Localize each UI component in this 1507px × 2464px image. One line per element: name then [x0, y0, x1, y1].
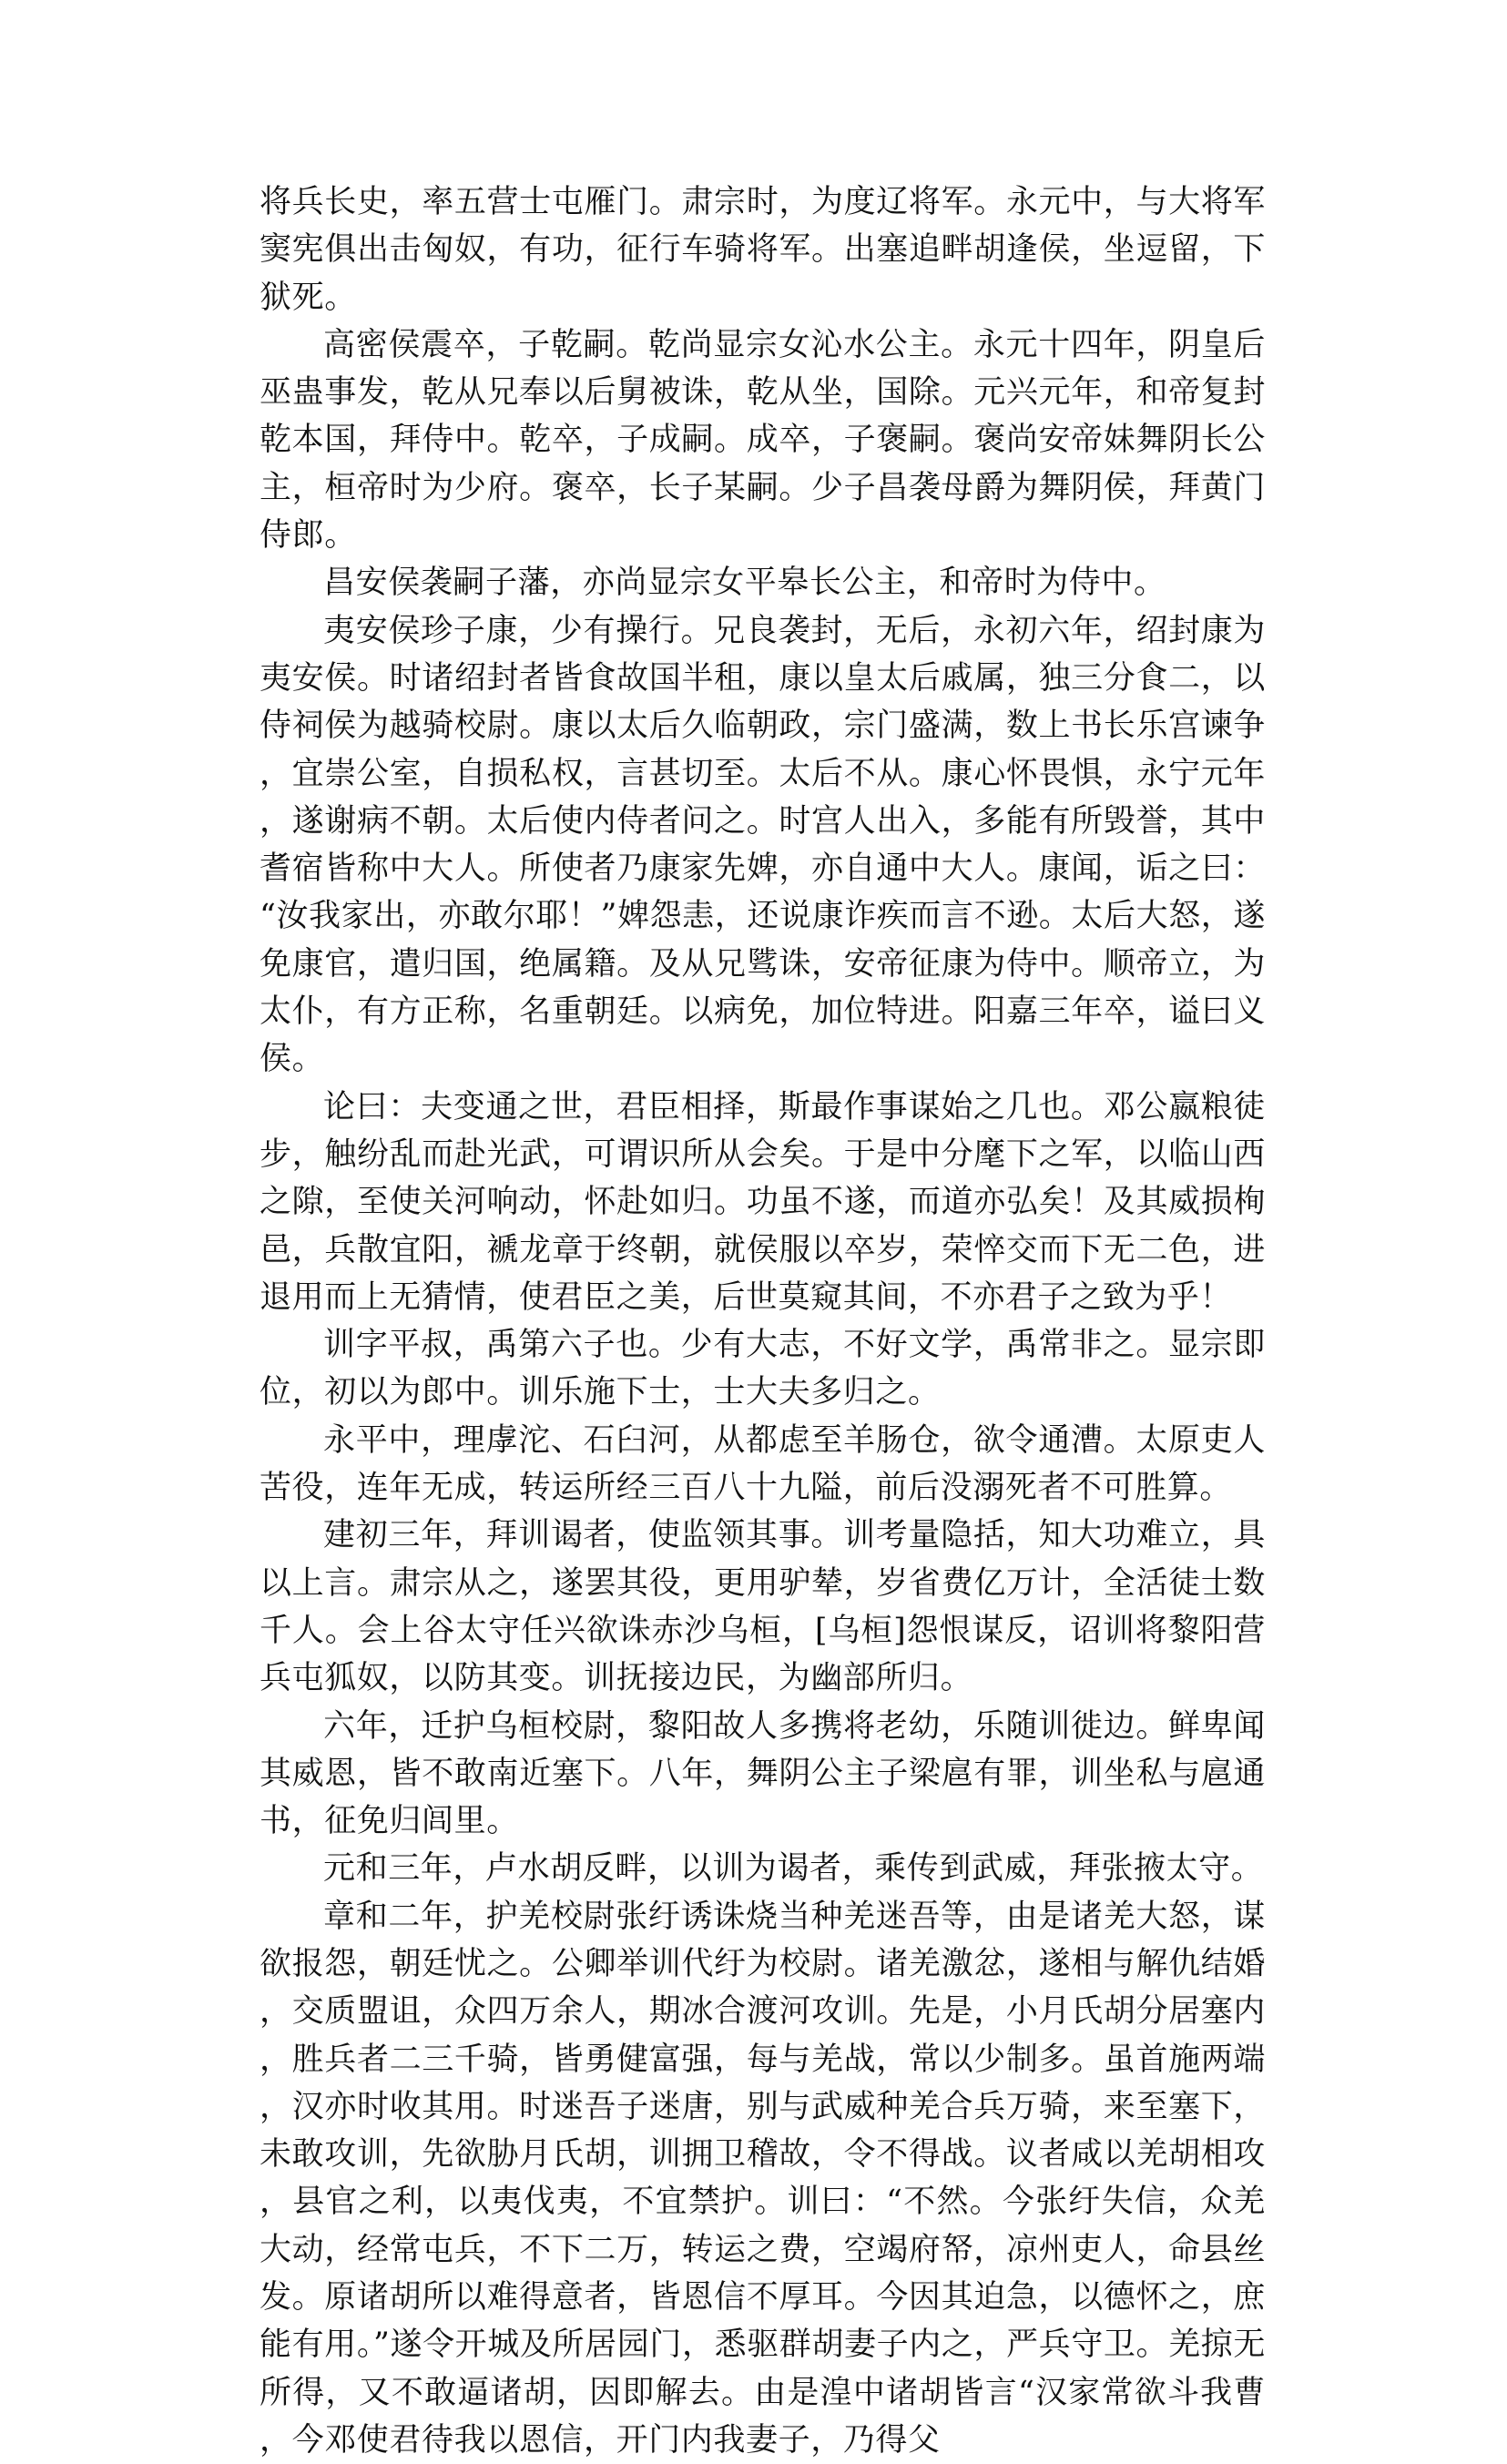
paragraph-six-years: 六年，迁护乌桓校尉，黎阳故人多携将老幼，乐随训徙边。鲜卑闻其威恩，皆不敢南近塞下。八年，舞阴公主子梁扈有罪，训坐私与扈通书，征免归闾里。 [260, 1707, 1266, 1840]
paragraph-xun-intro: 训字平叔，禹第六子也。少有大志，不好文学，禹常非之。显宗即位，初以为郎中。训乐施下士，士大夫多归之。 [260, 1327, 1266, 1411]
paragraph-commentary: 论曰：夫变通之世，君臣相择，斯最作事谋始之几也。邓公嬴粮徒步，触纷乱而赴光武，可谓识所从会矣。于是中分麾下之军，以临山西之隙，至使关河响动，怀赴如归。功虽不遂，而道亦弘矣！及其威损栒邑，兵散宜阳，褫龙章于终朝，就侯服以卒岁，荣悴交而下无二色，进退用而上无猜情，使君臣之美，后世莫窥其间，不亦君子之致为乎！ [260, 1088, 1266, 1316]
paragraph-yongping: 永平中，理虖沱、石臼河，从都虑至羊肠仓，欲令通漕。太原吏人苦役，连年无成，转运所经三百八十九隘，前后没溺死者不可胜算。 [260, 1421, 1266, 1507]
paragraph-gaomi-hou: 高密侯震卒，子乾嗣。乾尚显宗女沁水公主。永元十四年，阴皇后巫蛊事发，乾从兄奉以后舅被诛，乾从坐，国除。元兴元年，和帝复封乾本国，拜侍中。乾卒，子成嗣。成卒，子褒嗣。褒尚安帝妹舞阴长公主，桓帝时为少府。褒卒，长子某嗣。少子昌袭母爵为舞阴侯，拜黄门侍郎。 [260, 326, 1266, 555]
paragraph-changan-hou: 昌安侯袭嗣子藩，亦尚显宗女平皋长公主，和帝时为侍中。 [323, 565, 1166, 602]
paragraph-yuanhe: 元和三年，卢水胡反畔，以训为谒者，乘传到武威，拜张掖太守。 [323, 1850, 1264, 1888]
paragraph-continued: 将兵长史，率五营士屯雁门。肃宗时，为度辽将军。永元中，与大将军窦宪俱出击匈奴，有功，征行车骑将军。出塞追畔胡逢侯，坐逗留，下狱死。 [260, 184, 1266, 316]
paragraph-jianchu: 建初三年，拜训谒者，使监领其事。训考量隐括，知大功难立，具以上言。肃宗从之，遂罢其役，更用驴辇，岁省费亿万计，全活徒士数千人。会上谷太守任兴欲诛赤沙乌桓，[乌桓]怨恨谋反，诏训将黎阳营兵屯狐奴，以防其变。训抚接边民，为幽部所归。 [260, 1517, 1266, 1697]
document-body [260, 178, 1266, 2464]
paragraph-yian-hou: 夷安侯珍子康，少有操行。兄良袭封，无后，永初六年，绍封康为夷安侯。时诸绍封者皆食故国半租，康以皇太后戚属，独三分食二，以侍祠侯为越骑校尉。康以太后久临朝政，宗门盛满，数上书长乐宫谏争，宜崇公室，自损私权，言甚切至。太后不从。康心怀畏惧，永宁元年，遂谢病不朝。太后使内侍者问之。时宫人出入，多能有所毁誉，其中耆宿皆称中大人。所使者乃康家先婢，亦自通中大人。康闻，诟之曰：“汝我家出，亦敢尔耶！”婢怨恚，还说康诈疾而言不逊。太后大怒，遂免康官，遣归国，绝属籍。及从兄骘诛，安帝征康为侍中。顺帝立，为太仆，有方正称，名重朝廷。以病免，加位特进。阳嘉三年卒，谥曰义侯。 [260, 612, 1266, 1078]
paragraph-zhanghe: 章和二年，护羌校尉张纡诱诛烧当种羌迷吾等，由是诸羌大怒，谋欲报怨，朝廷忧之。公卿举训代纡为校尉。诸羌激忿，遂相与解仇结婚，交质盟诅，众四万余人，期冰合渡河攻训。先是，小月氏胡分居塞内，胜兵者二三千骑，皆勇健富强，每与羌战，常以少制多。虽首施两端，汉亦时收其用。时迷吾子迷唐，别与武威种羌合兵万骑，来至塞下，未敢攻训，先欲胁月氏胡，训拥卫稽故，令不得战。议者咸以羌胡相攻，县官之利，以夷伐夷，不宜禁护。训曰：“不然。今张纡失信，众羌大动，经常屯兵，不下二万，转运之费，空竭府帑，凉州吏人，命县丝发。原诸胡所以难得意者，皆恩信不厚耳。今因其迫急，以德怀之，庶能有用。”遂令开城及所居园门，悉驱群胡妻子内之，严兵守卫。羌掠无所得，又不敢逼诸胡，因即解去。由是湟中诸胡皆言“汉家常欲斗我曹，今邓使君待我以恩信，开门内我妻子，乃得父 [260, 1898, 1266, 2459]
